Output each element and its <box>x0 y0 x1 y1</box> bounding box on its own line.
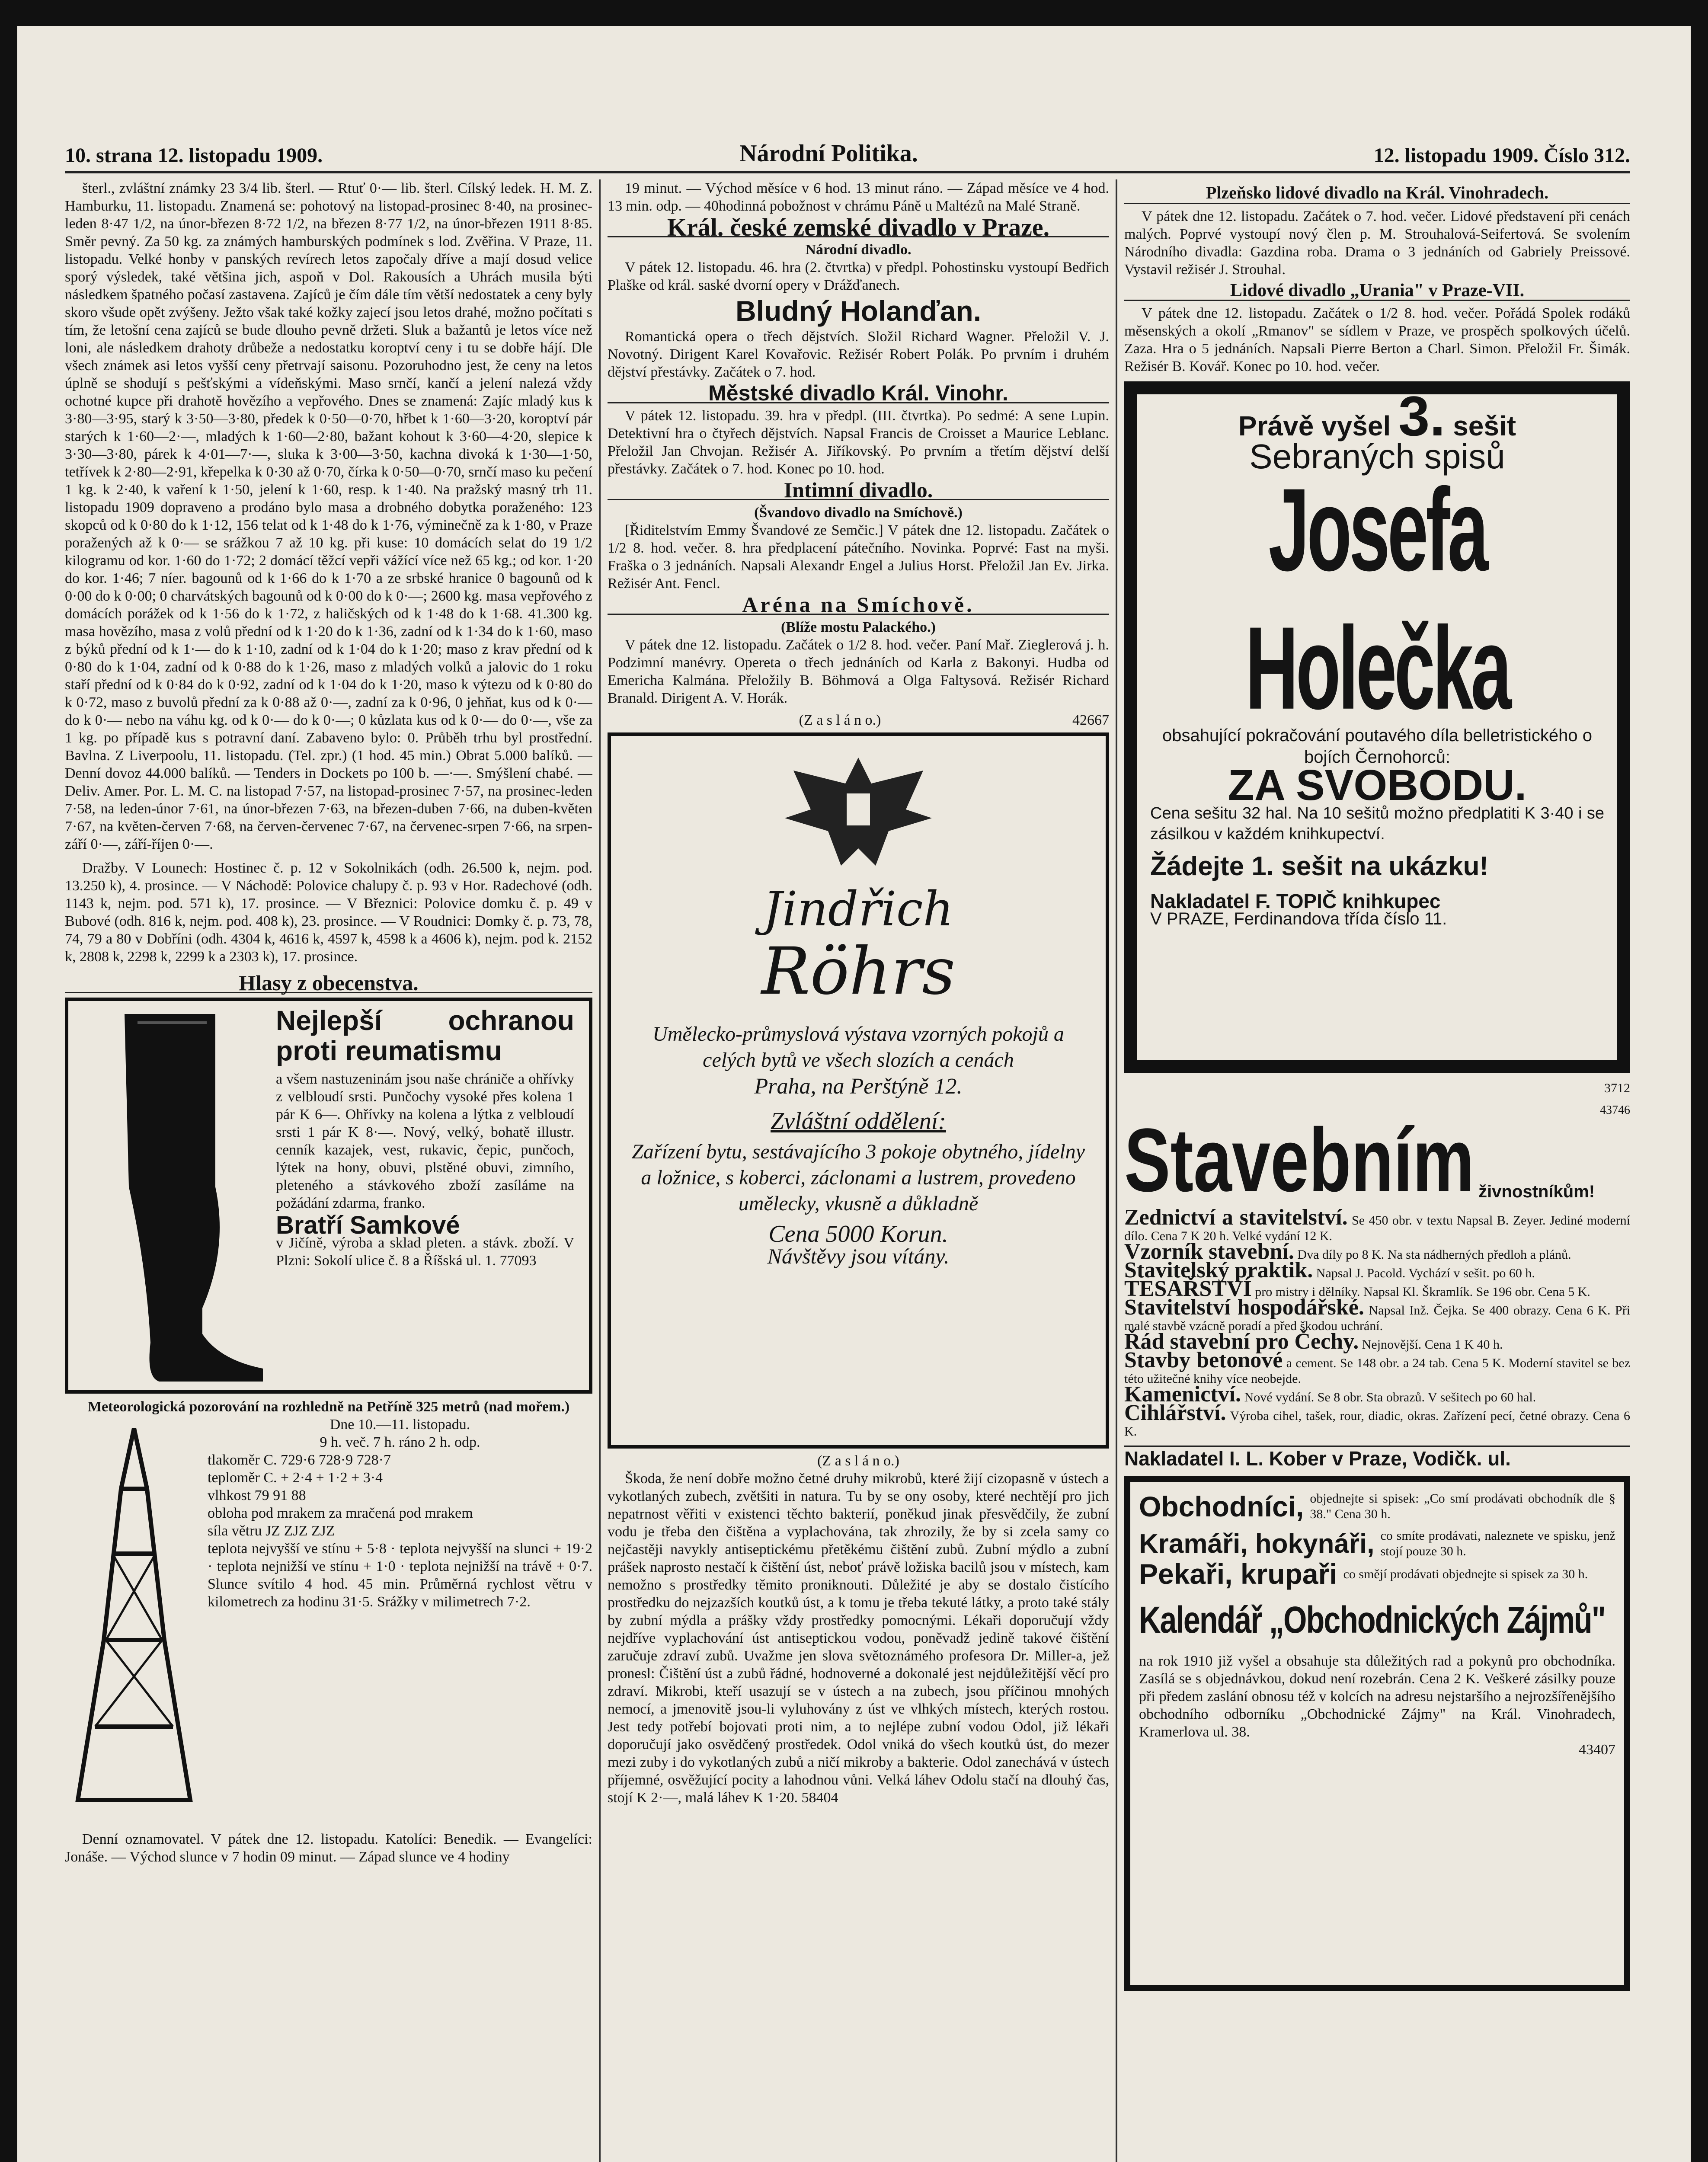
ad-copy <box>276 1005 574 1270</box>
list-item: Stavby betonové a cement. Se 148 obr. a 24 tab. Cena 5 K. Moderní stavitel se bez této užitečné knihy více neobejde. <box>1124 1348 1630 1386</box>
theatre-4-title: Aréna na Smíchově. <box>608 596 1109 615</box>
obchodnik-ad-row: Pekaři, krupaři co smějí prodávati objednejte si spisek za 30 h. <box>1139 1558 1588 1590</box>
zaslano-label-2: (Z a s l á n o.) <box>817 1453 899 1469</box>
building-ad-number: 43746 <box>1600 1103 1630 1117</box>
list-item: Zednictví a stavitelství. Se 450 obr. v textu Napsal B. Zeyer. Jediné moderní dílo. Cena 7 K 20 h. Velké vydání 12 K. <box>1124 1205 1630 1243</box>
obchodnik-ad-text: na rok 1910 již vyšel a obsahuje sta důležitých rad a pokynů pro obchodníka. Zasílá se s objednávkou, dokud není rozebrán. Cena 2 K. Veškeré zásilky pouze při předem zaslání obnosu též v kolcích na adresu nejstaršího a nejrozšířenějšího obchodního odborníku „Obchodnické Zájmy" na Král. Vinohradech, Kramerlova ul. 38. <box>1139 1653 1615 1740</box>
theatre-3-text: [Řiditelstvím Emmy Švandové ze Semčic.] V pátek dne 12. listopadu. Začátek o 1/2 8. hod. večer. 8. hra předplacení pátečního. Novinka. Poprvé: Fast na myši. Fraška o 3 jednáních. Napsali Alexandr Engel a Julius Horst. Přeložil Jan Ev. Jirka. Režisér Ant. Fencl. <box>608 522 1109 592</box>
reumatism-ad <box>65 998 592 1394</box>
list-item: Stavitelství hospodářské. Napsal Inž. Čejka. Se 400 obrazy. Cena 6 K. Při malé stavbě vzácně poradí a před škodou uchrání. <box>1124 1295 1630 1333</box>
theatre-6-title: Lidové divadlo „Urania" v Praze-VII. <box>1124 282 1630 301</box>
list-item: Řád stavební pro Čechy. Nejnovější. Cena 1 K 40 h. <box>1124 1329 1503 1354</box>
stocking-illustration <box>73 1005 272 1386</box>
column-2 <box>608 179 1109 2162</box>
holecek-ad-publisher: Nakladatel F. TOPIČ knihkupec <box>1150 890 1441 912</box>
auctions-report: Dražby. V Lounech: Hostinec č. p. 12 v Sokolnikách (odh. 26.500 k, nejm. pod. 13.250 k), 4. prosince. — V Náchodě: Polovice chalupy č. p. 93 v Hor. Radechové (odh. 1143 k, nejm. pod. 571 k), 17. prosince. — V Březnici: Polovice domku č. p. 49 v Bubové (odh. 816 k, nejm. pod. 408 k), 23. prosince. — V Roudnici: Domky č. p. 73, 78, 74, 79 a 80 v Dobříni (odh. 4304 k, 4616 k, 4597 k, 4598 k a 4606 k), nejm. pod k. 2152 k, 2808 k, 2298 k, 2299 k a 2303 k), 17. prosince. <box>65 860 592 965</box>
building-ad-title-2: živnostníkům! <box>1478 1182 1595 1201</box>
meteo-extra: teplota nejvyšší ve stínu + 5·8 · teplota nejvyšší na slunci + 19·2 · teplota nejnižší ve stínu + 1·0 · teplota nejnižší na trávě + 0·7. Slunce svítilo 4 hod. 45 min. Průměrná rychlost větru v kilometrech za hodinu 31·5. Srážky v milimetrech 7·2. <box>208 1541 592 1610</box>
meteo-row: síla větru JZ ZJZ ZJZ <box>208 1523 335 1539</box>
theatre-5-text: V pátek dne 12. listopadu. Začátek o 7. hod. večer. Lidové představení při cenách malých. Poprvé vystoupí nový člen p. M. Strouhalová-Seifertová. Se svolením Národního divadla: Gazdina roba. Drama o 3 jednáních od Gabriely Preissové. Vystavil režisér J. Strouhal. <box>1124 208 1630 278</box>
meteo-row: tlakoměr C. 729·6 728·9 728·7 <box>208 1452 391 1468</box>
rohrs-dept-text: Zařízení bytu, sestávajícího 3 pokoje obytného, jídelny a ložnice, s koberci, záclonami a lustrem, provedeno umělecky, vkusně a důkladně <box>632 1140 1085 1215</box>
rohrs-address: Praha, na Perštýně 12. <box>754 1074 963 1099</box>
holecek-ad-work: ZA SVOBODU. <box>1228 761 1527 809</box>
zaslano-line <box>608 711 1109 729</box>
theatre-4-subtitle: (Blíže mostu Palackého.) <box>781 619 936 635</box>
holecek-ad-desc: obsahující pokračování poutavého díla belletristického o bojích Černohorců: <box>1162 726 1592 767</box>
theatre-3-title: Intimní divadlo. <box>608 481 1109 500</box>
theatre-6-text: V pátek dne 12. listopadu. Začátek o 1/2 8. hod. večer. Pořádá Spolek rodáků měsenských a okolí „Rmanov" se sídlem v Praze, ve prospěch spolkových účelů. Zaza. Hra o 5 jednáních. Napsali Pierre Berton a Charl. Simon. Přeložil Fr. Šimák. Režisér B. Kovář. Konec po 10. hod. večer. <box>1124 305 1630 374</box>
holecek-ad-number: 3712 <box>1604 1081 1630 1095</box>
zaslano-label: (Z a s l á n o.) <box>799 712 881 728</box>
theatre-1-title: Král. české zemské divadlo v Praze. <box>608 218 1109 237</box>
list-item: TESAŘSTVÍ pro mistry i dělníky. Napsal Kl. Škramlík. Se 196 obr. Cena 5 K. <box>1124 1276 1590 1301</box>
meteo-row: obloha pod mrakem za mračená pod mrakem <box>208 1505 473 1521</box>
rohrs-price: Cena 5000 Korun. <box>768 1221 948 1247</box>
ad-address: v Jičíně, výroba a sklad pleten. a stávk. zboží. V Plzni: Sokolí ulice č. 8 a Říšská ul. 1. 77093 <box>276 1235 574 1269</box>
header-left: 10. strana 12. listopadu 1909. <box>65 144 323 167</box>
page-header <box>65 141 1630 173</box>
building-ad-list <box>1124 1205 1630 1439</box>
holecek-ad <box>1124 381 1630 1073</box>
theatre-5-title: Plzeňsko lidové divadlo na Král. Vinohradech. <box>1124 183 1630 204</box>
meteo-date: Dne 10.—11. listopadu. <box>329 1417 470 1433</box>
list-item: Kamenictví. Nové vydání. Se 8 obr. Sta obrazů. V sešitech po 60 hal. <box>1124 1382 1536 1407</box>
theatre-2-text: V pátek 12. listopadu. 39. hra v předpl. (III. čtvrtka). Po sedmé: A sene Lupin. Detektivní hra o čtyřech dějstvích. Napsal Francis de Croisset a Maurice Leblanc. Přeložil Jan Chvojan. Režisér A. Jiříkovský. Po prvním a třetím dějství delší přestávky. Začátek o 7. hod. Konec po 10. hod. <box>608 408 1109 477</box>
rohrs-name-last: Röhrs <box>761 934 956 1009</box>
building-ad-publisher: Nakladatel I. L. Kober v Praze, Vodičk. ul. <box>1124 1446 1630 1468</box>
newspaper-page <box>17 26 1691 2162</box>
list-item: Stavitelský praktik. Napsal J. Pacold. Vychází v sešit. po 60 h. <box>1124 1258 1535 1282</box>
list-item: Vzorník stavební. Dva díly po 8 K. Na sta nádherných předloh a plánů. <box>1124 1239 1571 1264</box>
obchodnik-ad-title: Kalendář „Obchodnických Zájmů" <box>1139 1599 1605 1641</box>
rohrs-welcome: Návštěvy jsou vítány. <box>767 1244 950 1268</box>
column-1 <box>65 179 592 2162</box>
petrin-tower-icon <box>65 1424 203 1804</box>
theatre-4-text: V pátek dne 12. listopadu. Začátek o 1/2 8. hod. večer. Paní Mař. Zieglerová j. h. Podzimní manévry. Opereta o třech jednáních od Karla z Bakonyi. Hudba od Emericha Kalmána. Přeložily B. Böhmová a Olga Faltysová. Režisér Richard Branald. Dirigent A. V. Horák. <box>608 637 1109 706</box>
obchodnik-ad <box>1124 1476 1630 1991</box>
obchodnik-ad-row: Kramáři, hokynáři, co smíte prodávati, naleznete ve spisku, jenž stojí pouze 30 h. <box>1139 1529 1615 1559</box>
list-item: Cihlářství. Výroba cihel, tašek, rour, diadic, okras. Zařízení pecí, četné obrazy. Cena 6 K. <box>1124 1401 1630 1439</box>
theatre-1-details: Romantická opera o třech dějstvích. Složil Richard Wagner. Přeložil V. J. Novotný. Dirigent Karel Kovařovic. Režisér Robert Polák. Po prvním i druhém dějství přestávky. Začátek o 7. hod. <box>608 329 1109 380</box>
rohrs-name-first: Jindřich <box>763 881 954 937</box>
holecek-ad-price: Cena sešitu 32 hal. Na 10 sešitů možno předplatiti K 3·40 i se zásilkou v každém knihkupectví. <box>1150 804 1604 843</box>
building-ad-title: Stavebním <box>1124 1110 1475 1210</box>
meteo-row: vlhkost 79 91 88 <box>208 1487 306 1503</box>
header-title: Národní Politika. <box>739 140 918 167</box>
rohrs-ad <box>608 732 1109 1449</box>
holecek-ad-headline: Právě vyšel 3. sešit <box>1238 384 1516 448</box>
market-report: šterl., zvláštní známky 23 3/4 lib. šterl. — Rtuť 0·— lib. šterl. Cílský ledek. H. M. Z. Hamburku, 11. listopadu. Znamená se: pohotový na listopad-prosinec 8·40, na prosinec-leden 8·47 1/2, na únor-březen 8·72 1/2, na březen 8·77 1/2, na únor-březen 1911 8·85. Směr pevný. Za 50 kg. za známých hamburských podmínek s lod. Zvěřina. V Praze, 11. listopadu. Velké honby v panských revírech letos započaly dříve a mají dosud velice sporý výsledek, také většina jich, aspoň v Dol. Rakousích a Uhrách musila býti následkem špatného počasí zastavena. Zajíců je čím dále tím větší nedostatek a ceny byly skoro všude opět zvýšeny. Ježto však také kožky zajecí jsou letos drahé, možno počítati s tím, že letošní cena zajíců se bude dlouho pevně držeti. Sluk a bažantů je letos více než loni, ale následkem drahoty drůbeže a nedostatku koroptví ceny i tu se dobře hájí. Dle všech známek asi letos vyšší ceny přetrvají saisonu. Pozoruhodno jest, že ceny na letos úplně se shodují s pešťskými a vídeňskými. Maso srnčí, kančí a jelení nalezá vždy ochotné kupce při drahotě hovězího a vepřového. Dnes se znamená: Zajíc mladý kus k 3·80—3·95, starý k 3·50—3·80, předek k 0·50—0·70, hřbet k 1·60—3·20, koroptví pár starých k 1·60—2·—, mladých k 1·60—2·80, bažant kohout k 3·60—4·20, slepice k 3·30—3·80, párek k 4·01—7·—, sluka k 3·00—3·50, kachna divoká k 1·30—1·50, tetřívek k 2·80—2·91, křepelka k 0·30 až 0·70, čírka k 0·50—0·70, srnčí maso ku pečení 1 kg. k 2·40, k vaření k 1·50, jelení k 1·60, resp. k 1·40. Na pražský masný trh 11. listopadu 1909 dopraveno a prodáno bylo masa a drobného dobytka poraženého: 123 skopců od k 0·80 do k 1·12, 156 telat od k 1·48 do k 1·76, výminečně za k 1·80, v Praze poražených až k 0·— se srážkou 7 až 10 kg. při kuse: 10 domácích selat do 19 1/2 kilogramu od kor. 1·60 do 1·72; 2 domácí těžcí vepři vážící více než 65 kg.; od kor. 1·20 do kor. 1·46; 7 níer. bagounů od k 1·66 do k 1·70 a ze srbské hranice 0 bagounů od k 0·00 do k 0·00; 0 charvátských bagounů od k 0·00 do k 0·—; 2600 kg. masa vepřového z domácích porážek od k 1·56 do k 1·72, z haličských od k 1·48 do k 1·68. 41.300 kg. masa hovězího, masa z volů přední od k 1·20 do k 1·36, zadní od k 1·34 do k 1·60, maso z býků přední od k 1·— do k 1·10, zadní od k 1·04 do k 1·20; maso z krav přední od k 0·80 do k 1·04, zadní od k 0·88 do k 1·26, maso z mladých volků a jalovic do 1 roku staří přední od k 0·84 do k 0·92, zadní od k 1·04 do k 1·20, maso k výtezu od k 0·80 do k 0·72, maso z buvolů přední za k 0·88 až 0·—, zadní za k 0·96, 0 jehňat, kus od k 0·— do k 0·— nebo na váhu kg. od k 0·— do k 0·—; 0 kůzlata kus od k 0·— do 0·—, vše za 1 kg. po případě kus s potravní daní. Zabaveno bylo: 0. Průběh trhu byl prostřední. Bavlna. Z Liverpoolu, 11. listopadu. (Tel. zpr.) (1 hod. 45 min.) Obrat 5.000 balíků. — Denní dovoz 44.000 balíků. — Tenders in Dockets po 100 b. —·—. Smýšlení chabé. — Deliv. Amer. Por. L. M. C. na listopad 7·57, na listopad-prosinec 7·57, na prosinec-leden 7·58, na leden-únor 7·61, na únor-březen 7·63, na březen-duben 7·66, na duben-květen 7·67, na květen-červen 7·68, na červen-červenec 7·67, na červenec-srpen 7·66, na srpen-září 0·—, září-říjen 0·—. <box>65 180 592 852</box>
column-divider <box>599 179 601 2162</box>
obchodnik-ad-row: Obchodníci, objednejte si spisek: „Co smí prodávati obchodník dle § 38." Cena 30 h. <box>1139 1490 1615 1522</box>
holecek-ad-series: Sebraných spisů <box>1249 437 1505 476</box>
ad-text: a všem nastuzeninám jsou naše chrániče a ohřívky z velbloudí srsti. Punčochy vysoké přes kolena 1 pár K 6—. Ohřívky na kolena a lýtka z velbloudí srsti 1 pár K 8·—. Nový, velký, bohatě illustr. cenník kazajek, vest, rukavic, čepic, punčoch, lýtek na hony, obuvi, plstěné obuvi, zimního, pleteného a stávkového zboží zasíláme na požádání zdarma, franko. <box>276 1071 574 1211</box>
ad-firm: Bratří Samkové <box>276 1211 460 1239</box>
eagle-emblem-icon <box>776 745 940 874</box>
holecek-ad-author: Josefa Holečka <box>1245 464 1510 734</box>
rohrs-dept: Zvláštní oddělení: <box>771 1108 946 1135</box>
meteo-hours: 9 h. več. 7 h. ráno 2 h. odp. <box>320 1434 480 1450</box>
meteo-title: Meteorologická pozorování na rozhledně na Petříně 325 metrů (nad mořem.) <box>87 1399 570 1415</box>
zaslano-number: 42667 <box>1072 712 1109 728</box>
theatre-1-play: Bludný Holanďan. <box>735 295 982 327</box>
holecek-ad-address: V PRAZE, Ferdinandova třída číslo 11. <box>1150 909 1447 928</box>
theatre-1-text: V pátek 12. listopadu. 46. hra (2. čtvrtka) v předpl. Pohostinsku vystoupí Bedřich Plaške od král. saské dvorní opery v Drážďanech. <box>608 259 1109 293</box>
obchodnik-ad-number: 43407 <box>1579 1742 1615 1758</box>
theatre-1-subtitle: Národní divadlo. <box>805 242 912 258</box>
meteo-block <box>65 1398 592 1830</box>
rohrs-text: Umělecko-průmyslová výstava vzorných pokojů a celých bytů ve všech slozích a cenách <box>652 1023 1064 1071</box>
section-title-hlasy: Hlasy z obecenstva. <box>65 974 592 993</box>
calendar-continued: 19 minut. — Východ měsíce v 6 hod. 13 minut ráno. — Západ měsíce ve 4 hod. 13 min. odp. — 40hodinná pobožnost v chrámu Páně u Maltézů na Malé Straně. <box>608 180 1109 214</box>
theatre-2-title: Městské divadlo Král. Vinohr. <box>608 384 1109 403</box>
daily-calendar: Denní oznamovatel. V pátek dne 12. listopadu. Katolíci: Benedik. — Evangelíci: Jonáše. — Východ slunce v 7 hodin 09 minut. — Západ slunce ve 4 hodiny <box>65 1831 592 1865</box>
ad-title: Nejlepší ochranou proti reumatismu <box>276 1005 574 1066</box>
odol-article: Škoda, že není dobře možno četné druhy mikrobů, které žijí cizopasně v ústech a vykotlaných zubech, zvětšiti in natura. Tu by se ony osoby, které nechtějí pro jich nepatrnost věřiti v existenci těchto bakterií, poněkud jinak přesvědčily, že zubní vodu je třeba den čištěna a vyplachována, tak zhrozily, že by si zcela samy co nejčastěji navykly antiseptickému přetěkému čištění zubů. Zubní mýdlo a zubní prášek naprosto nestačí k čištění úst, neboť právě ložiska bacilů jsou v místech, kam nemožno s prostředky těmito proniknouti. Důležité je aby se dostalo čistícího prostředku do nejzazších koutků úst, a k tomu je třeba tekuté látky, a proto také stály by zubní mýdla a prášky vždy prostředky pomocnými. Lékaři doporučují vždy nejdříve vyplachování úst antiseptickou vodou, poněvadž jedině takové čištění zaručuje zdraví zubů. Uvažme jen slova světoznámého profesora Dr. Miller-a, jež pronesl: Čištění úst a zubů řádné, hodnoverné a dokonalé jest nejdůležitější věcí pro zdraví. Mikrobi, kteří usazují se v ústech a na zubech, jsou příčinou mnohých nemocí, a jmenovitě jsou-li vyluhovány z úst ve vlhkých místech, kterých rostou. Jest tedy potřebí bojovati proti nim, a to nejlépe zubní vodou Odol, již lékaři doporučují jako osvědčený prostředek. Odol vniká do všech koutků úst, do mezer mezi zuby i do vykotlaných zubů a ničí mikroby a bakterie. Odol zanechává v ústech příjemné, osvěžující pocity a lahodnou vůni. Velká láhev Odolu stačí na dlouhý čas, stojí K 2·—, malá láhev K 1·20. 58404 <box>608 1471 1109 1806</box>
theatre-3-subtitle: (Švandovo divadlo na Smíchově.) <box>754 505 963 521</box>
header-right: 12. listopadu 1909. Číslo 312. <box>1373 144 1630 167</box>
holecek-ad-ask: Žádejte 1. sešit na ukázku! <box>1150 851 1489 881</box>
meteo-row: teploměr C. + 2·4 + 1·2 + 3·4 <box>208 1470 383 1486</box>
column-3 <box>1124 179 1630 2162</box>
column-divider <box>1116 179 1117 2162</box>
building-ad <box>1124 1101 1630 1468</box>
